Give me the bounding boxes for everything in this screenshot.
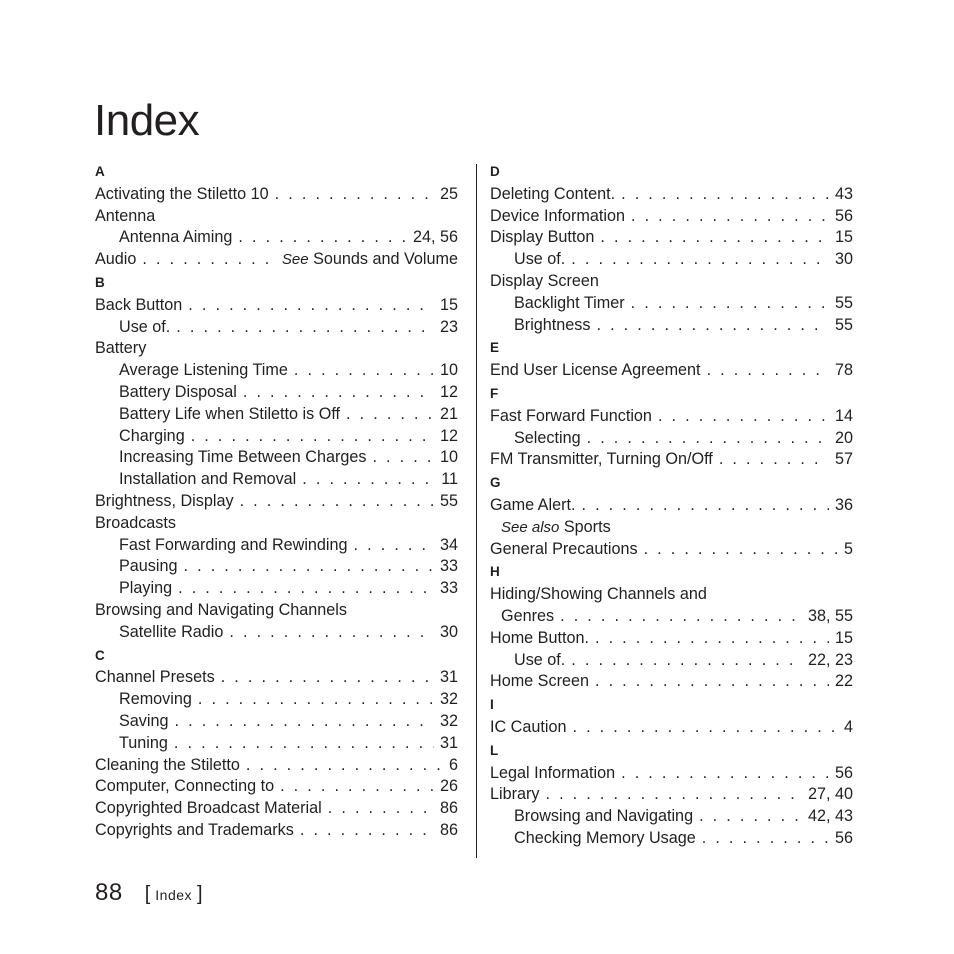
dot-leader [572, 717, 838, 739]
index-entry [490, 763, 853, 785]
index-entry [95, 556, 458, 578]
index-term: Hiding/Showing Channels and [490, 585, 707, 604]
index-page-numbers: 24, 56 [412, 228, 458, 247]
index-page-numbers: 56 [834, 828, 853, 847]
index-entry [490, 293, 853, 315]
index-letter-heading: A [95, 164, 105, 179]
index-term: Cleaning the Stiletto [95, 755, 240, 774]
index-column-right [490, 160, 853, 850]
index-term: Display Screen [490, 271, 599, 290]
index-page-numbers: 31 [439, 668, 458, 687]
dot-leader [596, 315, 829, 337]
dot-leader [346, 404, 434, 426]
index-term: Back Button [95, 295, 183, 314]
index-term: IC Caution [490, 717, 567, 736]
index-term: Device Information [490, 206, 625, 225]
index-term: Installation and Removal [119, 470, 297, 489]
index-page-numbers: 22, 23 [807, 650, 853, 669]
index-entry [95, 360, 458, 382]
index-entry [490, 449, 853, 471]
index-page-numbers: 36 [834, 495, 853, 514]
index-page-numbers: 26 [439, 777, 458, 796]
index-term: End User License Agreement [490, 361, 701, 380]
section-label: Index [155, 887, 193, 903]
index-entry [95, 491, 458, 513]
dot-leader [294, 360, 434, 382]
index-term: Channel Presets [95, 668, 215, 687]
index-entry [95, 622, 458, 644]
index-entry [95, 755, 458, 777]
index-page-numbers: 30 [439, 622, 458, 641]
index-page-numbers: 32 [439, 711, 458, 730]
index-entry [490, 717, 853, 739]
index-page-numbers: 12 [439, 426, 458, 445]
index-entry [490, 606, 853, 628]
index-page-numbers: 56 [834, 763, 853, 782]
index-term: Browsing and Navigating [514, 807, 694, 826]
index-page-numbers: 56 [834, 206, 853, 225]
index-entry [490, 495, 853, 517]
index-entry [95, 820, 458, 842]
index-page-numbers: 86 [439, 799, 458, 818]
index-page-numbers: 31 [439, 733, 458, 752]
dot-leader [587, 428, 829, 450]
index-entry [95, 711, 458, 733]
index-entry [95, 227, 458, 249]
page-number: 88 [95, 879, 123, 906]
dot-leader [243, 382, 434, 404]
index-page-numbers: 55 [439, 491, 458, 510]
page-footer [95, 879, 203, 907]
dot-leader [198, 689, 434, 711]
index-entry-heading [95, 600, 458, 622]
dot-leader [702, 828, 829, 850]
index-entry [490, 184, 853, 206]
index-entry [490, 650, 853, 672]
index-entry-heading [95, 206, 458, 228]
index-entry [95, 317, 458, 339]
index-entry [490, 428, 853, 450]
dot-leader [240, 491, 434, 513]
dot-leader [328, 798, 434, 820]
see-also-word: See also [501, 518, 560, 536]
index-letter-heading: C [95, 647, 105, 663]
see-target: Sounds and Volume [313, 250, 458, 269]
index-entry [490, 315, 853, 337]
index-page-numbers: 33 [439, 579, 458, 598]
index-term: Antenna Aiming [119, 228, 233, 247]
index-term: FM Transmitter, Turning On/Off [490, 450, 713, 469]
index-entry [95, 382, 458, 404]
index-term: Backlight Timer [514, 293, 625, 312]
index-page-numbers: 15 [834, 628, 853, 647]
see-reference [282, 249, 458, 271]
index-entry [490, 227, 853, 249]
column-divider [476, 164, 477, 858]
index-page-numbers: 32 [439, 690, 458, 709]
index-term: Use of. [514, 650, 566, 669]
index-letter-heading: B [95, 274, 105, 290]
index-letter-heading: I [490, 697, 494, 713]
dot-leader [302, 469, 435, 491]
dot-leader [595, 671, 829, 693]
index-term: General Precautions [490, 539, 638, 558]
index-letter-heading: F [490, 385, 499, 401]
dot-leader [280, 776, 434, 798]
index-entry [95, 578, 458, 600]
index-page-numbers: 11 [441, 470, 458, 489]
index-term: Satellite Radio [119, 622, 224, 641]
index-term: Selecting [514, 428, 581, 447]
dot-leader [560, 606, 802, 628]
index-term: Charging [119, 426, 185, 445]
index-term: Increasing Time Between Charges [119, 448, 367, 467]
dot-leader [631, 293, 829, 315]
index-letter-heading: L [490, 742, 499, 758]
index-page-numbers: 15 [834, 228, 853, 247]
index-term: Legal Information [490, 763, 616, 782]
index-page-numbers: 14 [834, 406, 853, 425]
dot-leader [188, 295, 434, 317]
index-term: Removing [119, 690, 192, 709]
index-entry [95, 295, 458, 317]
index-entry [95, 667, 458, 689]
dot-leader [246, 755, 443, 777]
dot-leader [571, 650, 802, 672]
dot-leader [595, 628, 829, 650]
index-page-numbers: 20 [834, 428, 853, 447]
dot-leader [372, 447, 434, 469]
index-page-numbers: 25 [439, 184, 458, 203]
index-term: Genres [501, 606, 555, 625]
section-bracket-close: ] [197, 883, 203, 905]
index-page-numbers: 55 [834, 315, 853, 334]
dot-leader [719, 449, 829, 471]
index-term: Computer, Connecting to [95, 777, 275, 796]
index-term: Pausing [119, 557, 178, 576]
dot-leader [644, 539, 838, 561]
dot-leader [621, 184, 829, 206]
index-page-numbers: 43 [834, 184, 853, 203]
dot-leader [571, 249, 829, 271]
index-term: Use of. [514, 250, 566, 269]
index-letter-heading: G [490, 475, 501, 491]
index-term: Browsing and Navigating Channels [95, 600, 347, 619]
index-entry [490, 828, 853, 850]
index-entry [95, 733, 458, 755]
index-page-numbers: 21 [439, 404, 458, 423]
index-entry [490, 249, 853, 271]
index-page-numbers: 42, 43 [807, 807, 853, 826]
index-entry-heading [490, 271, 853, 293]
index-letter-heading: D [490, 164, 500, 179]
index-entry [490, 628, 853, 650]
index-column-left [95, 160, 458, 842]
see-also-target: Sports [563, 517, 611, 536]
dot-leader [707, 360, 829, 382]
dot-leader [581, 495, 829, 517]
index-term: Fast Forwarding and Rewinding [119, 535, 348, 554]
index-page-numbers: 23 [439, 317, 458, 336]
index-page-numbers: 22 [834, 672, 853, 691]
index-entry [95, 184, 458, 206]
index-page-numbers: 34 [439, 535, 458, 554]
index-page-numbers: 78 [834, 361, 853, 380]
dot-leader [658, 406, 829, 428]
dot-leader [176, 317, 434, 339]
page-title: Index [94, 96, 200, 146]
index-entry [95, 426, 458, 448]
see-word: See [281, 251, 309, 269]
index-entry [490, 539, 853, 561]
index-entry [95, 404, 458, 426]
index-page-numbers: 27, 40 [807, 785, 853, 804]
dot-leader [699, 806, 802, 828]
index-page-numbers: 38, 55 [807, 606, 853, 625]
dot-leader [191, 426, 434, 448]
index-letter-heading: H [490, 564, 500, 580]
index-entry [490, 206, 853, 228]
index-term: Battery Life when Stiletto is Off [119, 404, 341, 423]
dot-leader [300, 820, 434, 842]
index-entry [490, 360, 853, 382]
dot-leader [178, 578, 434, 600]
index-term: Use of. [119, 317, 171, 336]
dot-leader [229, 622, 434, 644]
index-page-numbers: 6 [448, 755, 458, 774]
dot-leader [545, 784, 802, 806]
index-term: Brightness, Display [95, 491, 234, 510]
index-entry-heading [490, 584, 853, 606]
index-term: Playing [119, 579, 173, 598]
dot-leader [600, 227, 829, 249]
index-term: Saving [119, 711, 169, 730]
index-entry-heading [95, 513, 458, 535]
index-term: Home Screen [490, 672, 589, 691]
index-page-numbers: 4 [843, 717, 853, 736]
index-page-numbers: 33 [439, 557, 458, 576]
section-bracket-open: [ [144, 883, 151, 905]
index-page-numbers: 30 [834, 250, 853, 269]
dot-leader [621, 763, 829, 785]
index-page-numbers: 57 [834, 450, 853, 469]
index-term: Broadcasts [95, 513, 176, 532]
index-term: Checking Memory Usage [514, 828, 696, 847]
dot-leader [631, 206, 829, 228]
index-term: Library [490, 785, 540, 804]
index-term: Copyrighted Broadcast Material [95, 799, 322, 818]
index-entry [95, 798, 458, 820]
index-letter-heading: E [490, 340, 500, 356]
index-term: Battery [95, 339, 147, 358]
dot-leader [275, 184, 434, 206]
index-term: Copyrights and Trademarks [95, 820, 294, 839]
index-see-reference [95, 249, 458, 271]
index-term: Display Button [490, 228, 595, 247]
index-term: Brightness [514, 315, 591, 334]
index-term: Battery Disposal [119, 382, 237, 401]
index-term: Home Button. [490, 628, 589, 647]
dot-leader [221, 667, 434, 689]
index-see-also-reference [490, 517, 853, 539]
index-entry [490, 671, 853, 693]
dot-leader [184, 556, 434, 578]
index-term: Tuning [119, 733, 168, 752]
dot-leader [142, 249, 275, 271]
index-page-numbers: 10 [439, 448, 458, 467]
index-term: Fast Forward Function [490, 406, 652, 425]
dot-leader [238, 227, 407, 249]
index-entry [95, 535, 458, 557]
index-term: Activating the Stiletto 10 [95, 184, 269, 203]
dot-leader [175, 711, 434, 733]
index-entry [95, 447, 458, 469]
index-term: Game Alert. [490, 495, 576, 514]
index-entry [95, 776, 458, 798]
index-term: Audio [95, 250, 137, 269]
index-page-numbers: 5 [843, 539, 853, 558]
index-entry [95, 689, 458, 711]
index-term: Antenna [95, 206, 156, 225]
index-entry [490, 406, 853, 428]
index-page-numbers: 12 [439, 382, 458, 401]
dot-leader [354, 535, 434, 557]
index-page-numbers: 15 [439, 295, 458, 314]
index-page-numbers: 86 [439, 820, 458, 839]
index-entry [490, 784, 853, 806]
index-page-numbers: 10 [439, 361, 458, 380]
dot-leader [174, 733, 434, 755]
index-entry [490, 806, 853, 828]
index-term: Average Listening Time [119, 361, 288, 380]
index-term: Deleting Content. [490, 184, 616, 203]
index-page-numbers: 55 [834, 293, 853, 312]
index-entry [95, 469, 458, 491]
index-entry-heading [95, 338, 458, 360]
